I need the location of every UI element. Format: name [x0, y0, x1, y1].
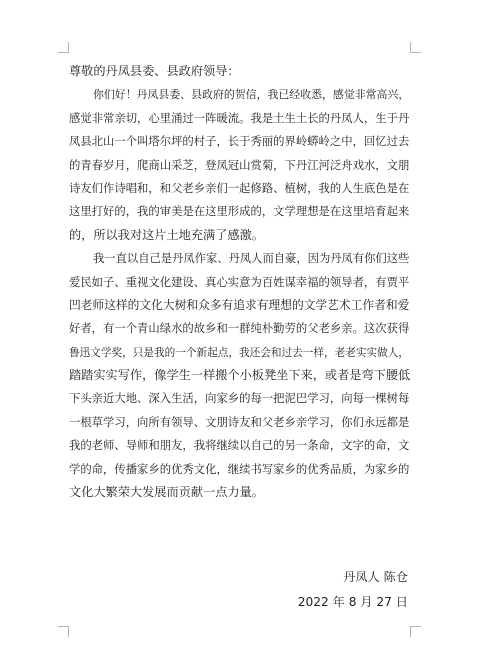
letter-line: 的青春岁月，爬商山采芝，登凤冠山赏菊，下丹江河泛舟戏水，文朋 — [69, 157, 410, 172]
letter-line: 你们好！丹凤县委、县政府的贺信，我已经收悉，感觉非常高兴， — [93, 88, 410, 102]
letter-line: 凹老师这样的文化大树和众多有追求有理想的文学艺术工作者和爱 — [69, 297, 410, 312]
letter-line: 好者，有一个青山绿水的故乡和一群纯朴勤劳的父老乡亲。这次获得 — [69, 321, 410, 336]
letter-body — [69, 60, 411, 504]
letter-line: 学的命，传播家乡的优秀文化，继续书写家乡的优秀品质，为家乡的 — [69, 461, 410, 476]
margin-corner-mark-top-right — [410, 42, 421, 53]
margin-corner-mark-top-left — [58, 42, 69, 53]
letter-date: 2022 年 8 月 27 日 — [297, 595, 408, 609]
letter-signature: 丹凤人 陈仓 — [343, 570, 408, 584]
letter-salutation: 尊敬的丹凤县委、县政府领导： — [69, 64, 240, 78]
letter-line: 爱民如子、重视文化建设、真心实意为百姓谋幸福的领导者，有贾平 — [69, 274, 410, 289]
letter-line: 诗友们作诗唱和，和父老乡亲们一起修路、植树，我的人生底色是在 — [69, 180, 410, 195]
letter-line: 下头亲近大地、深入生活，向家乡的每一把泥巴学习，向每一棵树每 — [69, 391, 410, 406]
letter-line: 的，所以我对这片土地充满了感激。 — [69, 227, 264, 242]
letter-line: 一根草学习，向所有领导、文朋诗友和父老乡亲学习，你们永远都是 — [69, 414, 410, 429]
margin-corner-mark-bottom-left — [58, 626, 69, 637]
letter-line: 这里打好的，我的审美是在这里形成的，文学理想是在这里培育起来 — [69, 204, 410, 219]
letter-line: 文化大繁荣大发展而贡献一点力量。 — [69, 485, 264, 500]
letter-line: 我的老师、导师和朋友，我将继续以自己的另一条命，文字的命，文 — [69, 438, 410, 453]
letter-line: 我一直以自己是丹凤作家、丹凤人而自豪，因为丹凤有你们这些 — [93, 252, 410, 266]
letter-line: 感觉非常亲切，心里涌过一阵暖流。我是土生土长的丹凤人，生于丹 — [69, 110, 410, 125]
letter-line: 鲁迅文学奖，只是我的一个新起点，我还会和过去一样，老老实实做人， — [69, 345, 409, 359]
margin-corner-mark-bottom-right — [410, 626, 421, 637]
letter-line: 凤县北山一个叫塔尔坪的村子，长于秀丽的界岭蟒岭之中，回忆过去 — [69, 134, 410, 149]
letter-line: 踏踏实实写作，像学生一样搬个小板凳坐下来，或者是弯下腰低 — [69, 368, 411, 383]
